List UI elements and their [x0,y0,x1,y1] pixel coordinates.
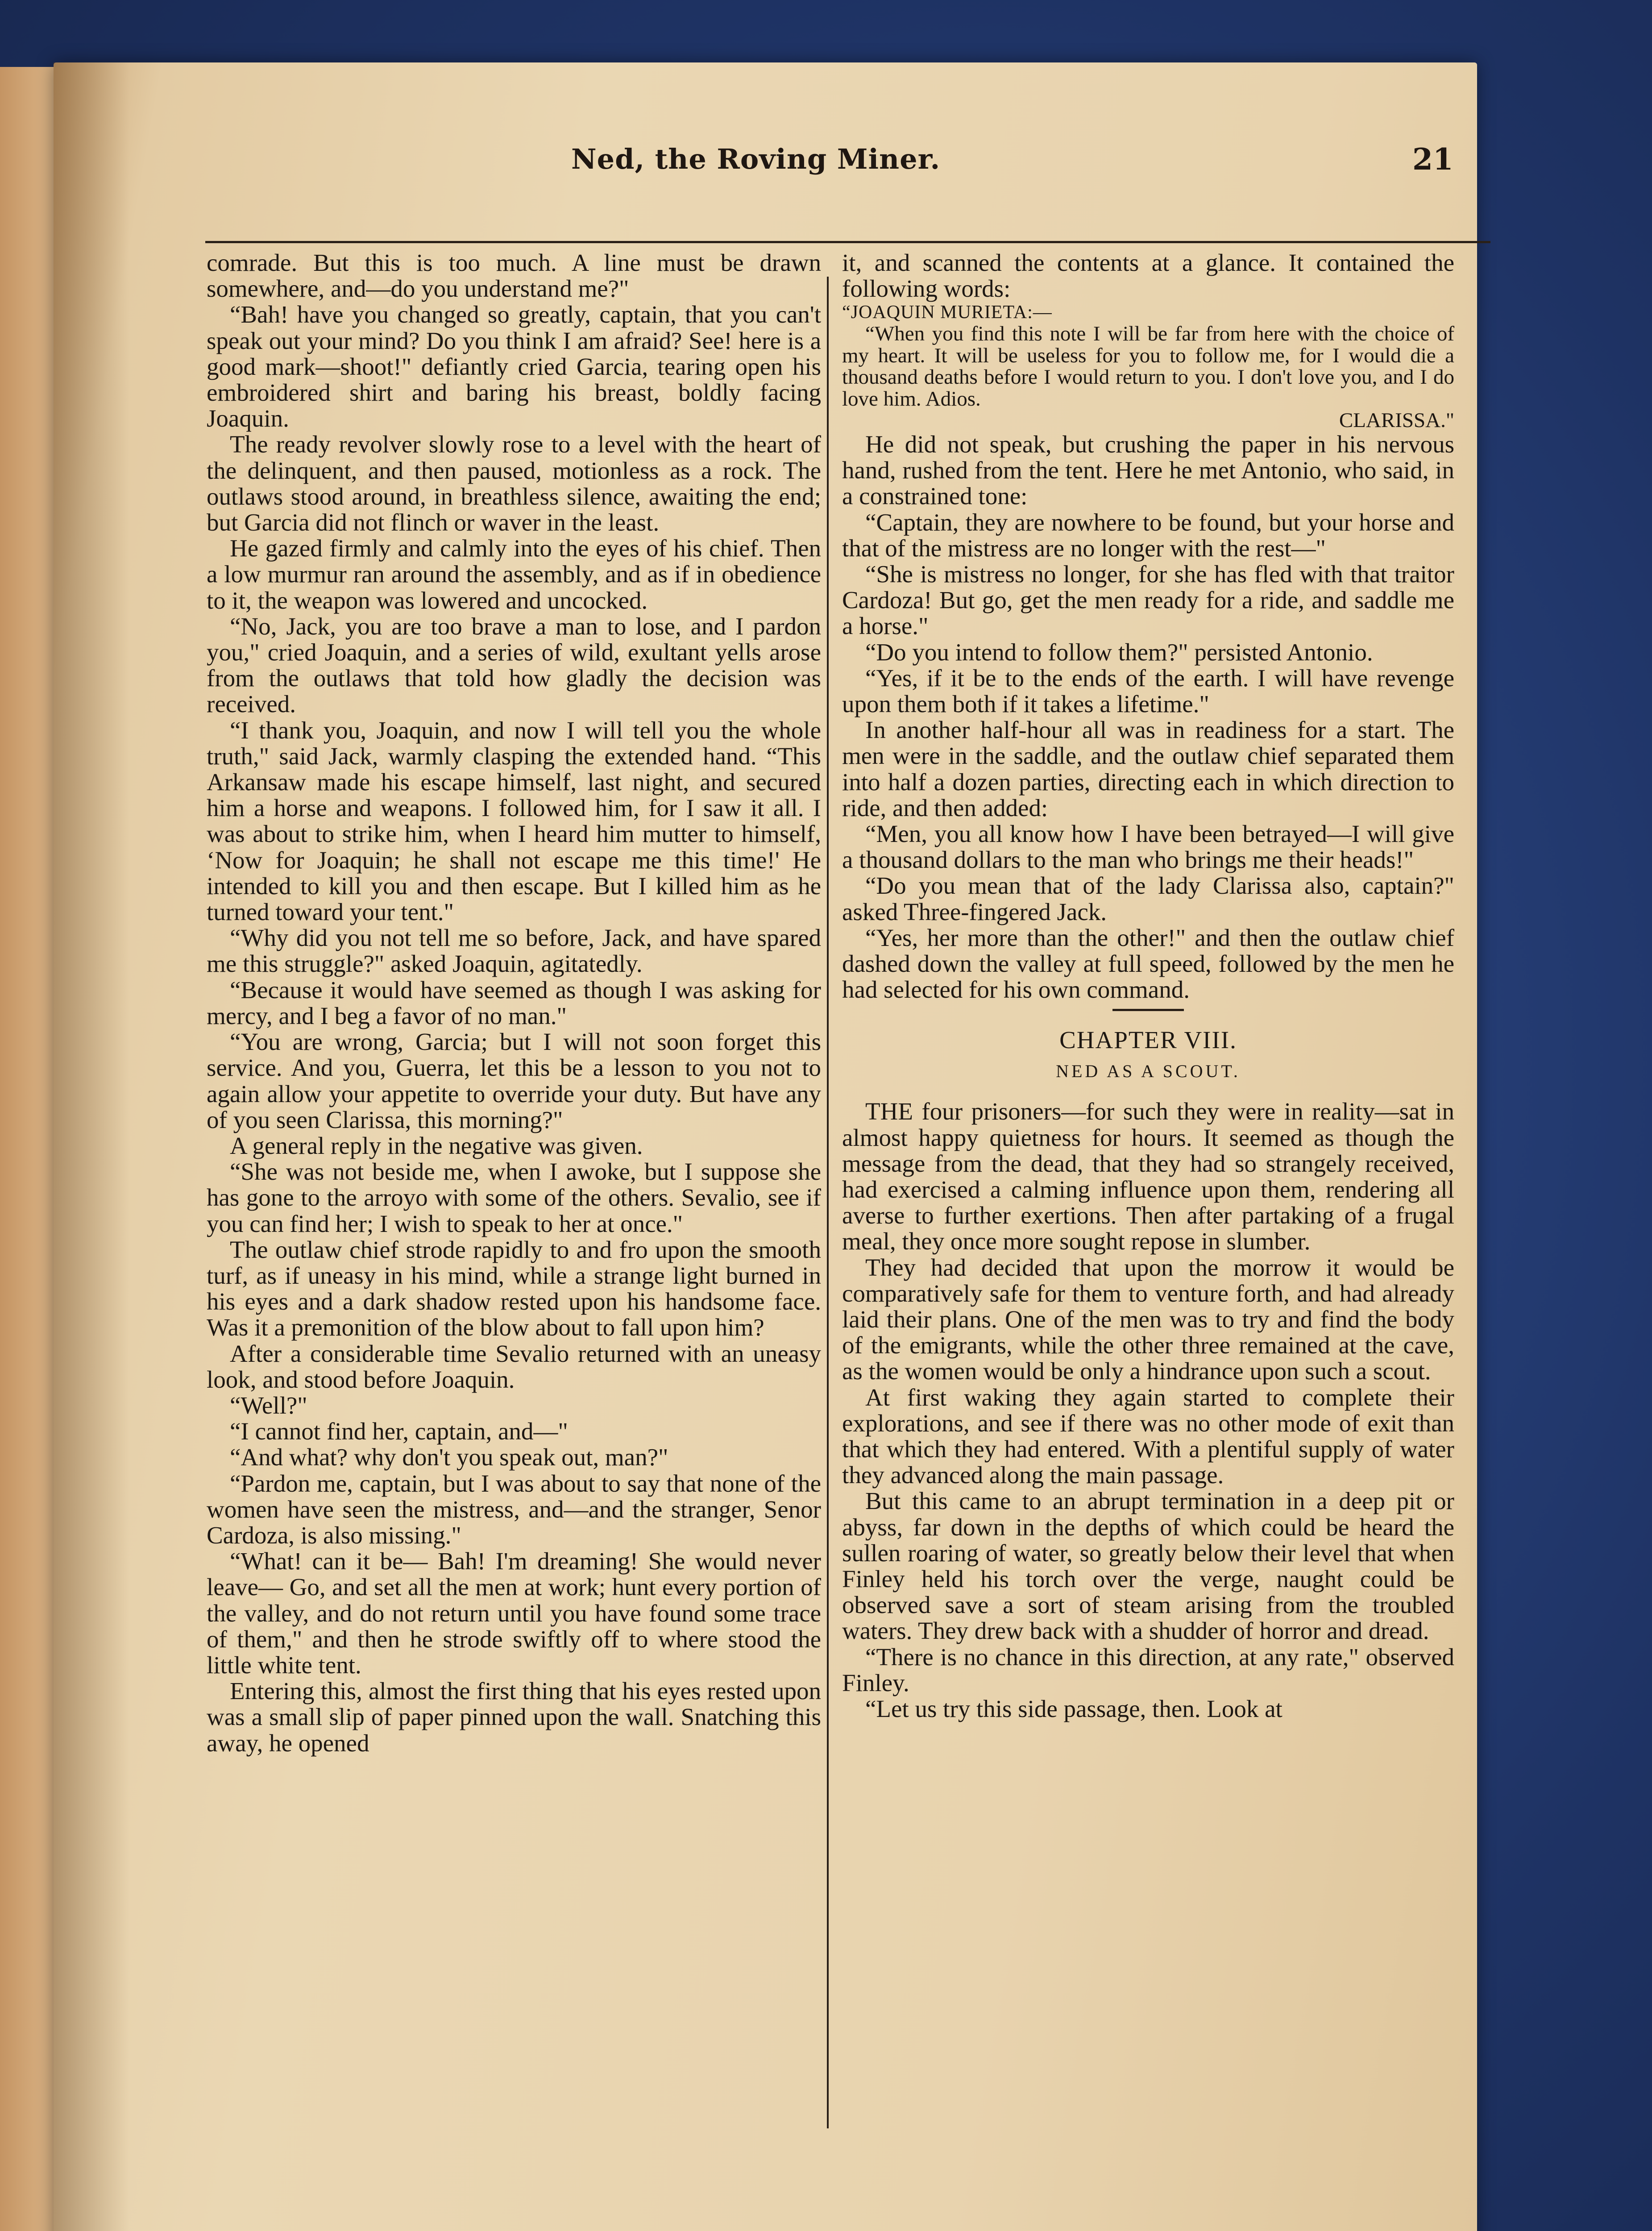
chapter-heading: CHAPTER VIII. [1059,1026,1237,1054]
page-number: 21 [1412,142,1453,177]
paragraph: “She is mistress no longer, for she has fled with that traitor Cardoza! But go, get the men ready for a ride, and saddle me a horse." [842,560,1454,640]
paragraph: THE four prisoners—for such they were in reality—sat in almost happy quietness for hours. It seemed as though the message from the dead, that they had so strangely received, had exercised a calming influence upon them, rendering all averse to further exertions. Then after partaking of a frugal meal, they once more sought repose in slumber. [842,1098,1454,1255]
paragraph: “There is no chance in this direction, at any rate," observed Finley. [842,1643,1454,1696]
right-text-column [842,250,1454,1722]
paragraph: “I cannot find her, captain, and—" [230,1418,568,1445]
left-text-column [207,250,821,1756]
paragraph: “Yes, if it be to the ends of the earth. I will have revenge upon them both if it takes a lifetime." [842,664,1454,717]
paragraph: “You are wrong, Garcia; but I will not soon forget this service. And you, Guerra, let this be a lesson to you not to again allow your appetite to override your duty. But have any of you seen Clarissa, this morning?" [207,1028,821,1133]
running-header-title: Ned, the Roving Miner. [571,143,941,175]
note-body: “When you find this note I will be far from here with the choice of my heart. It will be useless for you to follow me, for I would die a thousand deaths before I would return to you. I don't love you, and I do love him. Adios. [842,322,1454,411]
paragraph: At first waking they again started to complete their explorations, and see if there was no other mode of exit than that which they had entered. With a plentiful supply of water they advanced along the main passage. [842,1383,1454,1489]
paragraph: “What! can it be— Bah! I'm dreaming! She would never leave— Go, and set all the men at work; hunt every portion of the valley, and do not return until you have found some trace of them," and then he strode swiftly off to where stood the little white tent. [207,1547,821,1679]
chapter-subheading: NED AS A SCOUT. [1056,1061,1241,1082]
paragraph: “No, Jack, you are too brave a man to lose, and I pardon you," cried Joaquin, and a series of wild, exultant yells arose from the outlaws that told how gladly the decision was received. [207,612,821,718]
paragraph: A general reply in the negative was given. [230,1132,643,1159]
paragraph: “Men, you all know how I have been betrayed—I will give a thousand dollars to the man who brings me their heads!" [842,820,1454,874]
paragraph: comrade. But this is too much. A line must be drawn somewhere, and—do you understand me?" [207,249,821,303]
paragraph: They had decided that upon the morrow it would be comparatively safe for them to venture forth, and had already laid their plans. One of the men was to try and find the body of the emigrants, while the other three remained at the cave, as the women would be only a hindrance upon such a scout. [842,1253,1454,1385]
paragraph: “Let us try this side passage, then. Look at [865,1695,1283,1723]
paragraph: The outlaw chief strode rapidly to and fro upon the smooth turf, as if uneasy in his mind, while a strange light burned in his eyes and a dark shadow rested upon his handsome face. Was it a premonition of the blow about to fall upon him? [207,1236,821,1341]
paragraph: it, and scanned the contents at a glance. It contained the following words: [842,249,1454,303]
paragraph: “Well?" [230,1391,307,1419]
paragraph: After a considerable time Sevalio returned with an uneasy look, and stood before Joaquin. [207,1339,821,1393]
paragraph: “Because it would have seemed as though I was asking for mercy, and I beg a favor of no man." [207,976,821,1029]
paragraph: The ready revolver slowly rose to a level with the heart of the delinquent, and then paused, motionless as a rock. The outlaws stood around, in breathless silence, awaiting the end; but Garcia did not flinch or waver in the least. [207,431,821,536]
paragraph: “Yes, her more than the other!" and then the outlaw chief dashed down the valley at full speed, followed by the men he had selected for his own command. [842,924,1454,1004]
section-rule [1112,1009,1184,1011]
paragraph: “And what? why don't you speak out, man?" [230,1443,668,1471]
paragraph: “Captain, they are nowhere to be found, but your horse and that of the mistress are no longer with the rest—" [842,508,1454,562]
paragraph: “Pardon me, captain, but I was about to say that none of the women have seen the mistress, and—and the stranger, Senor Cardoza, is also missing." [207,1469,821,1549]
paragraph: “Do you mean that of the lady Clarissa also, captain?" asked Three-fingered Jack. [842,872,1454,925]
note-salutation: “JOAQUIN MURIETA:— [842,302,1052,323]
paragraph: He did not speak, but crushing the paper in his nervous hand, rushed from the tent. Here he met Antonio, who said, in a constrained tone: [842,430,1454,510]
paragraph: But this came to an abrupt termination in a deep pit or abyss, far down in the depths of which could be heard the sullen roaring of water, so greatly below their level that when Finley held his torch over the verge, naught could be observed save a sort of steam arising from the troubled waters. They drew back with a shudder of horror and dread. [842,1487,1454,1645]
paragraph: “She was not beside me, when I awoke, but I suppose she has gone to the arroyo with some of the others. Sevalio, see if you can find her; I wish to speak to her at once." [207,1158,821,1237]
paragraph: Entering this, almost the first thing that his eyes rested upon was a small slip of paper pinned upon the wall. Snatching this away, he opened [207,1677,821,1757]
paragraph: “Bah! have you changed so greatly, captain, that you can't speak out your mind? Do you think I am afraid? See! here is a good mark—shoot!" defiantly cried Garcia, tearing open his embroidered shirt and baring his breast, boldly facing Joaquin. [207,301,821,432]
paragraph: In another half-hour all was in readiness for a start. The men were in the saddle, and the outlaw chief separated them into half a dozen parties, directing each in which direction to ride, and then added: [842,716,1454,821]
paragraph: “I thank you, Joaquin, and now I will tell you the whole truth," said Jack, warmly clasping the extended hand. “This Arkansaw made his escape himself, last night, and secured him a horse and weapons. I followed him, for I saw it all. I was about to strike him, when I heard him mutter to himself, ‘Now for Joaquin; he shall not escape me this time!' He intended to kill you and then escape. But I killed him as he turned toward your tent." [207,716,821,926]
header-rule [205,241,1490,243]
note-block [842,302,1454,431]
paragraph: “Why did you not tell me so before, Jack, and have spared me this struggle?" asked Joaquin, agitatedly. [207,924,821,978]
note-signature-line [842,410,1454,431]
paragraph: He gazed firmly and calmly into the eyes of his chief. Then a low murmur ran around the assembly, and as if in obedience to it, the weapon was lowered and uncocked. [207,535,821,614]
column-divider [827,277,829,2128]
paragraph: “Do you intend to follow them?" persisted Antonio. [865,638,1373,666]
note-signature: CLARISSA." [1339,409,1454,432]
